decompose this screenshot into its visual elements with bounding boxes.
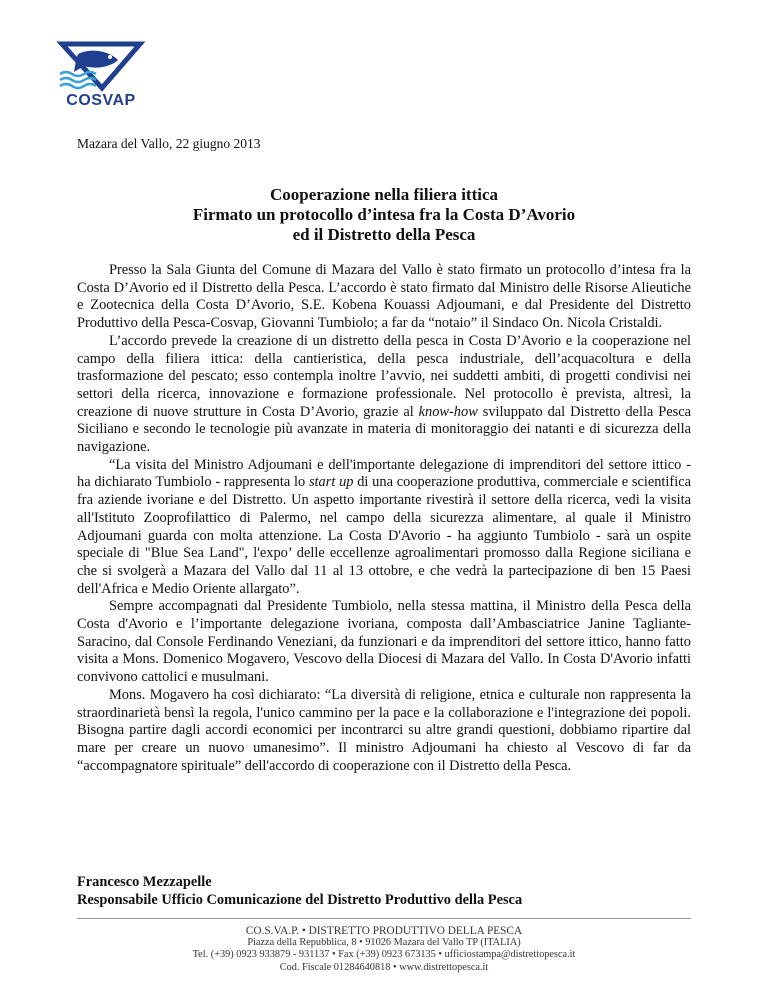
signature-role: Responsabile Ufficio Comunicazione del Distretto Produttivo della Pesca [77,892,523,908]
fish-icon [56,40,146,94]
paragraph-text: sviluppato dal Distretto della Pesca Siciliano e secondo le tecnologie più avanzate in materia di monitoraggio dei natanti e di sicurezza della navigazione. [77,403,692,456]
footer [77,918,691,974]
footer-line: CO.S.VA.P. • DISTRETTO PRODUTTIVO DELLA PESCA [245,925,523,937]
title-line: Firmato un protocollo d’intesa fra la Costa D’Avorio [192,205,576,224]
paragraph [77,333,691,457]
title-line: Cooperazione nella filiera ittica [269,185,499,204]
paragraph-text: di una cooperazione produttiva, commerciale e scientifica fra aziende ivoriane e del Distretto. Un aspetto importante rivestirà il settore della ricerca, vedi la visita all'Istituto Zooprofilattico di Palermo, nel campo della sicurezza alimentare, al quale il Ministro Adjoumani guarda con molta attenzione. La Costa D'Avorio - ha aggiunto Tumbiolo - sarà un ospite speciale di "Blue Sea Land", l'expo’ delle eccellenze agroalimentari promosso dalla Regione siciliana e che si svolgerà a Mazara del Vallo dal 11 al 13 ottobre, e che vedrà la partecipazione di ben 15 Paesi dell'Africa e Medio Oriente allargato”. [77,474,691,597]
document-body [77,262,691,775]
paragraph: Mons. Mogavero ha così dichiarato: “La diversità di religione, etnica e culturale non rappresenta la straordinarietà bensì la regola, l'unico cammino per la pace e la collaborazione e l'integrazione dei popoli. Bisogna partire dagli accordi economici per incontrarci su altre grandi questioni, dobbiamo ripartire dal mare per creare un nuovo umanesimo”. Il ministro Adjoumani ha chiesto al Vescovo di far da “accompagnatore spirituale” dell'accordo di cooperazione con il Distretto della Pesca. [77,686,691,774]
title-line: ed il Distretto della Pesca [292,225,476,244]
footer-line: Tel. (+39) 0923 933879 - 931137 • Fax (+39) 0923 673135 • ufficiostampa@distrettopesca.it [192,949,576,961]
paragraph-text: “La visita del Ministro Adjoumani e dell'importante delegazione di imprenditori del settore ittico - ha dichiarato Tumbiolo - rappresenta lo [77,456,691,491]
document-title [77,185,691,245]
emphasis-text: start up [308,474,354,491]
cosvap-logo [56,40,146,114]
paragraph-text: L’accordo prevede la creazione di un distretto della pesca in Costa D’Avorio e la cooperazione nel campo della filiera ittica: della cantieristica, della pesca industriale, dell’acquacoltura e della trasformazione del pescato; esso contempla inoltre l’avvio, nei suddetti ambiti, di progetti condivisi nei settori della ricerca, innovazione e formazione professionale. Nel protocollo è prevista, altresì, la creazione di nuove strutture in Costa D’Avorio, grazie al [77,332,691,420]
signature-name: Francesco Mezzapelle [77,874,212,890]
emphasis-text: know-how [418,403,478,420]
signature [77,873,522,909]
footer-line: Piazza della Repubblica, 8 • 91026 Mazara del Vallo TP (ITALIA) [247,937,521,949]
document-date: Mazara del Vallo, 22 giugno 2013 [77,136,261,151]
paragraph: Presso la Sala Giunta del Comune di Mazara del Vallo è stato firmato un protocollo d’intesa fra la Costa D’Avorio ed il Distretto della Pesca. L’accordo è stato firmato dal Ministro delle Risorse Alieutiche e Zootecnica della Costa D’Avorio, S.E. Kobena Kouassi Adjoumani, e dal Presidente del Distretto Produttivo della Pesca-Cosvap, Giovanni Tumbiolo; a far da “notaio” il Sindaco On. Nicola Cristaldi. [77,262,691,332]
logo-text: COSVAP [66,92,136,109]
paragraph: Sempre accompagnati dal Presidente Tumbiolo, nella stessa mattina, il Ministro della Pesca della Costa d'Avorio e l’importante delegazione ivoriana, composta dall’Ambasciatrice Janine Tagliante-Saracino, dal Console Ferdinando Veneziani, da funzionari e da imprenditori del settore ittico, hanno fatto visita a Mons. Domenico Mogavero, Vescovo della Diocesi di Mazara del Vallo. In Costa D'Avorio infatti convivono cattolici e musulmani. [77,598,691,686]
footer-line: Cod. Fiscale 01284640818 • www.distrettopesca.it [279,961,489,973]
paragraph [77,457,691,599]
